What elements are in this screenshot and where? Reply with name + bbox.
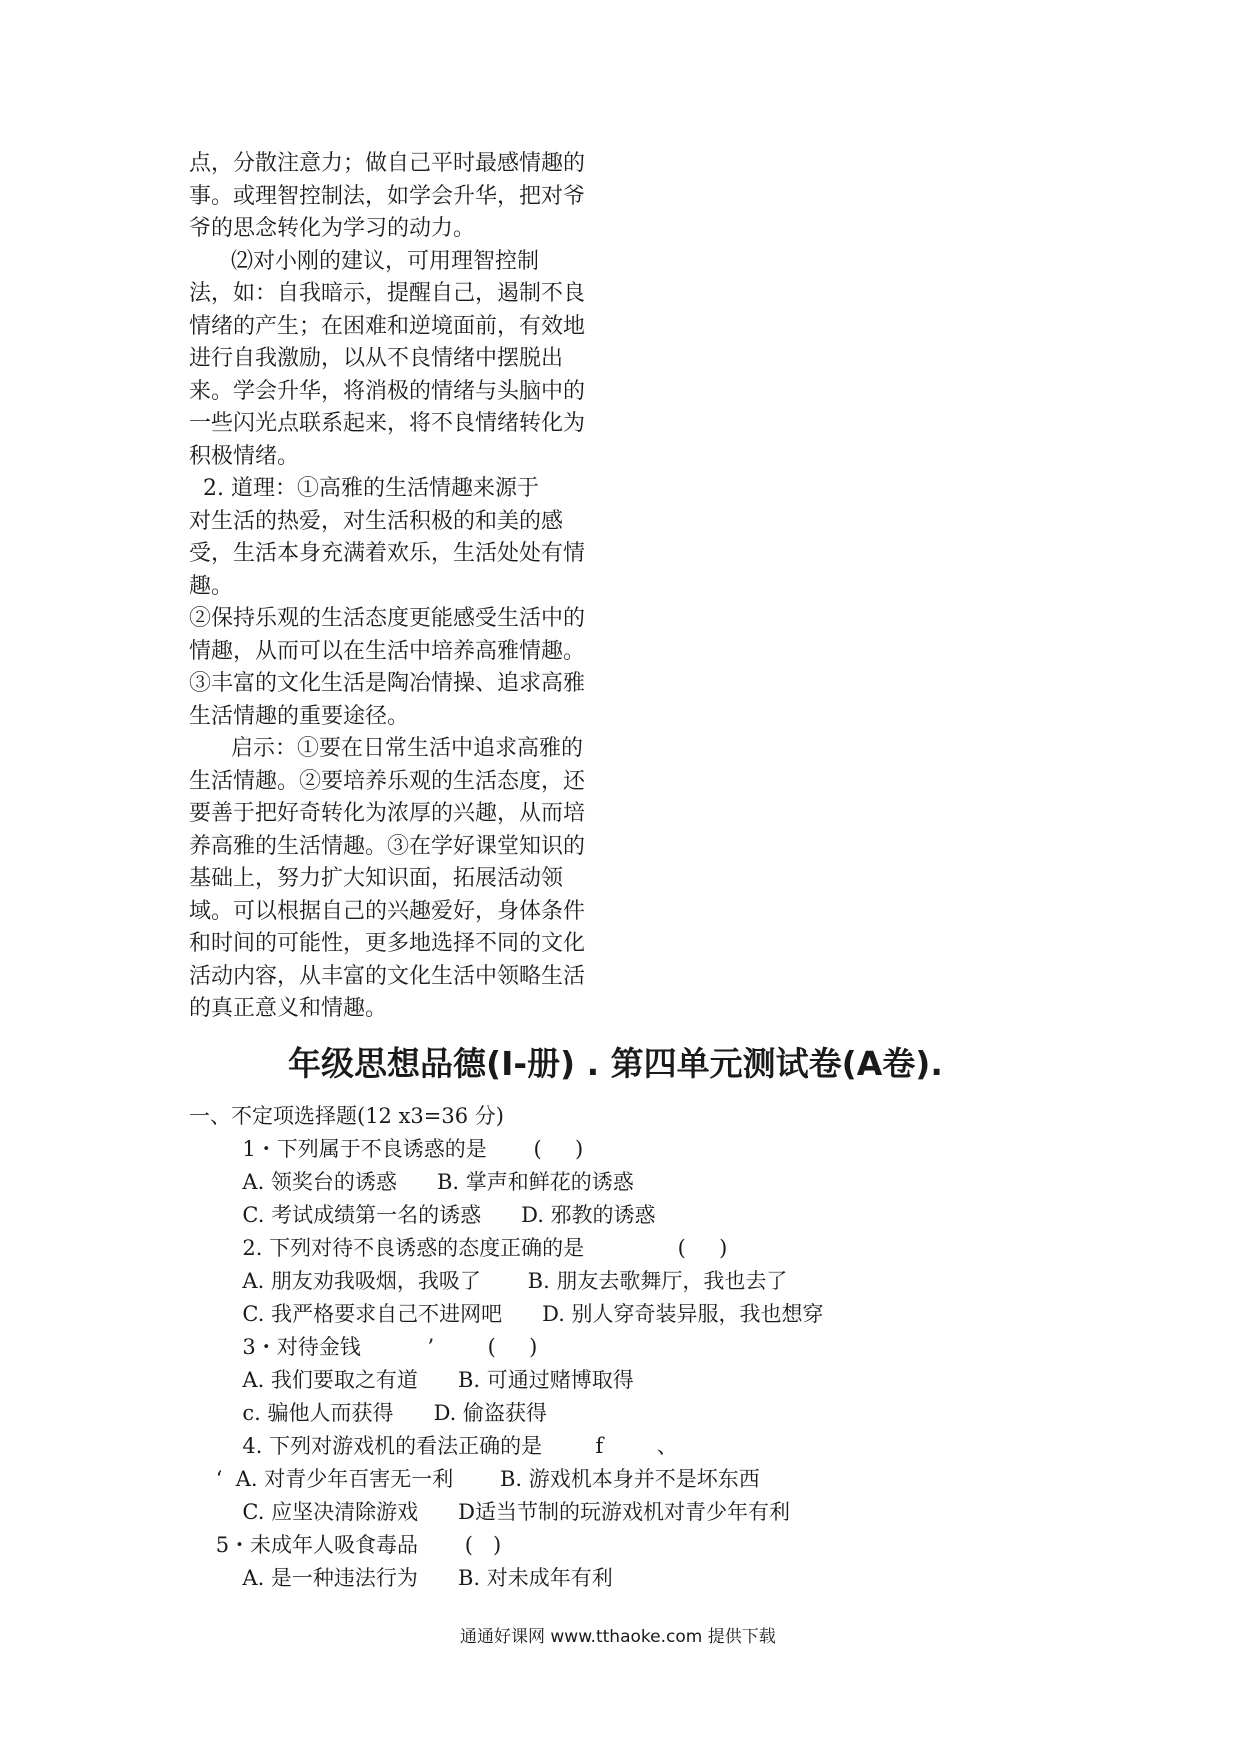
question-options: A. 朋友劝我吸烟，我吸了 B. 朋友去歌舞厅，我也去了 [189,1269,788,1293]
question: 1・下列属于不良诱惑的是 ( ) [189,1137,584,1161]
answer-line: 受，生活本身充满着欢乐，生活处处有情 [189,541,586,566]
question: 2. 下列对待不良诱惑的态度正确的是 ( ) [189,1236,728,1260]
answer-line: ②保持乐观的生活态度更能感受生活中的 [189,606,586,631]
answer-line: 养高雅的生活情趣。③在学好课堂知识的 [189,833,586,859]
answer-line: 爷的思念转化为学习的动力。 [189,216,476,241]
question-options: C. 我严格要求自己不进网吧 D. 别人穿奇装异服，我也想穿 [189,1302,824,1326]
question-options: C. 考试成绩第一名的诱惑 D. 邪教的诱惑 [189,1203,656,1227]
quiz-section [189,1100,1009,1595]
answer-line: 积极情绪。 [189,443,300,469]
answer-column [189,148,609,1026]
answer-line: ③丰富的文化生活是陶冶情操、追求高雅 [189,671,586,696]
answer-line: 的真正意义和情趣。 [189,996,388,1021]
answer-line: 基础上，努力扩大知识面，拓展活动领 [189,866,564,891]
answer-line: 进行自我激励，以从不良情绪中摆脱出 [189,346,564,371]
section-heading: 一、不定项选择题(12 x3=36 分) [189,1104,504,1128]
answer-line: 来。学会升华，将消极的情绪与头脑中的 [189,378,586,404]
answer-line: 生活情趣的重要途径。 [189,703,410,729]
question: 5・未成年人吸食毒品 ( ) [189,1533,502,1557]
answer-line: 情绪的产生；在困难和逆境面前，有效地 [189,313,586,339]
footer-source: 通通好课网 www.tthaoke.com 提供下载 [460,1627,776,1647]
question-options: C. 应坚决清除游戏 D适当节制的玩游戏机对青少年有利 [189,1500,790,1524]
answer-line: 对生活的热爱，对生活积极的和美的感 [189,508,564,534]
answer-line: 趣。 [189,573,234,599]
answer-line: 启示：①要在日常生活中追求高雅的 [189,736,583,761]
answer-line: 法，如：自我暗示，提醒自己，遏制不良 [189,281,586,306]
answer-line: 点，分散注意力；做自己平时最感情趣的 [189,151,586,176]
answer-line: 域。可以根据自己的兴趣爱好，身体条件 [189,898,586,924]
question: 4. 下列对游戏机的看法正确的是 f 、 [189,1434,678,1458]
answer-line: 事。或理智控制法，如学会升华，把对爷 [189,183,586,209]
answer-line: 生活情趣。②要培养乐观的生活态度，还 [189,768,586,794]
answer-line: 2. 道理：①高雅的生活情趣来源于 [189,476,539,501]
question-options: c. 骗他人而获得 D. 偷盗获得 [189,1401,548,1425]
question-options: A. 领奖台的诱惑 B. 掌声和鲜花的诱惑 [189,1170,634,1194]
test-title: 年级思想品德(I-册) . 第四单元测试卷(A卷). [288,1044,943,1083]
question-options: A. 是一种违法行为 B. 对未成年有利 [189,1566,613,1590]
question-options: A. 我们要取之有道 B. 可通过赌博取得 [189,1368,634,1392]
answer-line: 活动内容，从丰富的文化生活中领略生活 [189,963,586,989]
answer-line: 情趣，从而可以在生活中培养高雅情趣。 [189,638,586,664]
question-options: ‘ A. 对青少年百害无一利 B. 游戏机本身并不是坏东西 [189,1467,760,1491]
answer-line: 要善于把好奇转化为浓厚的兴趣，从而培 [189,801,586,826]
answer-line: ⑵对小刚的建议，可用理智控制 [189,248,539,274]
answer-line: 一些闪光点联系起来，将不良情绪转化为 [189,411,586,436]
answer-line: 和时间的可能性，更多地选择不同的文化 [189,931,586,956]
question: 3・对待金钱 ’ ( ) [189,1335,538,1359]
